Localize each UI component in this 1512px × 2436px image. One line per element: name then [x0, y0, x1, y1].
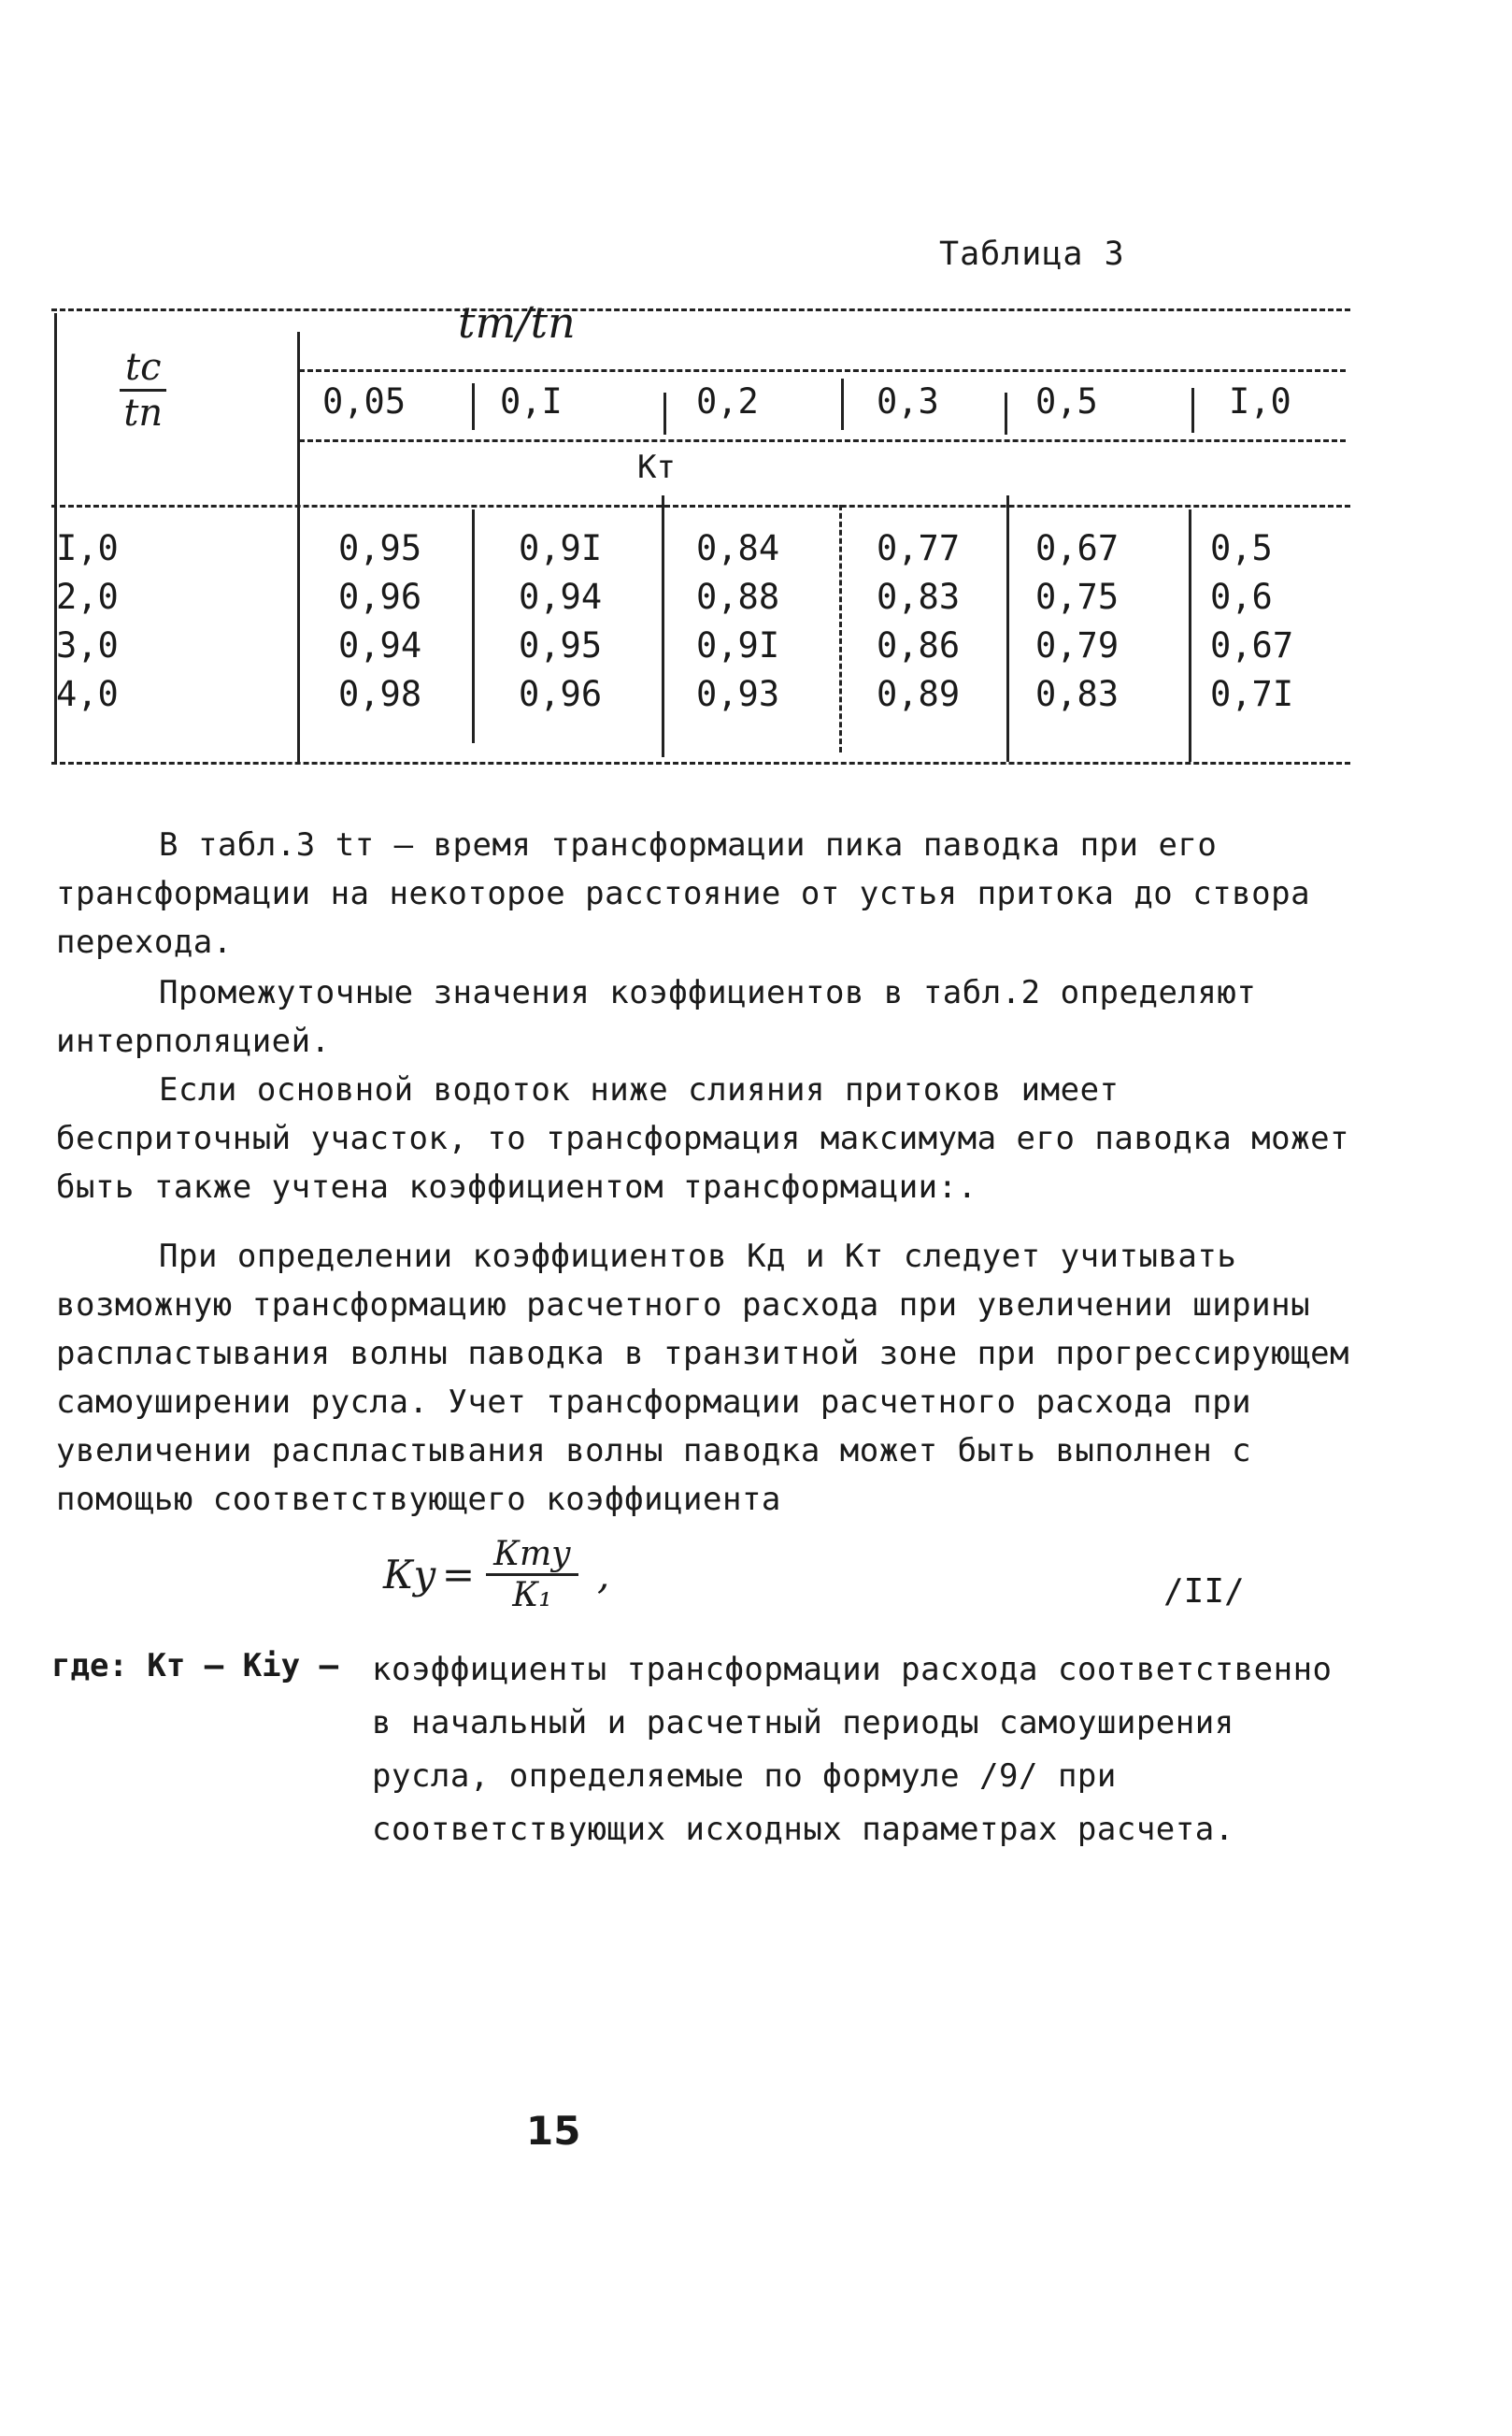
- table-cell: 0,83: [1035, 674, 1120, 714]
- paragraph-main-stream: Если основной водоток ниже слияния притоков имеет бесприточный участок, то трансформация максимума его паводка может быть также учтена коэффициентом трансформации:.: [56, 1071, 1350, 1206]
- table-cell: 0,94: [338, 625, 422, 666]
- equation-number: /II/: [1163, 1572, 1245, 1611]
- row-header-fraction: [120, 346, 166, 435]
- paragraph-coefficients: При определении коэффициентов Кд и Кт следует учитывать возможную трансформацию расчетного расхода при увеличении ширины распластывания волны паводка в транзитной зоне при прогрессирующем самоуширении русла. Учет трансформации расчетного расхода при увеличении распластывания волны паводка может быть выполнен с помощью соответствующего коэффициента: [56, 1238, 1350, 1518]
- col-divider-5: [1191, 388, 1194, 433]
- formula-comma: ,: [596, 1552, 610, 1598]
- column-header: 0,3: [877, 381, 939, 422]
- table-stub-divider: [297, 332, 300, 762]
- formula-numerator: Кту: [486, 1535, 578, 1576]
- value-label: Кт: [637, 449, 676, 486]
- table-cell: 0,75: [1035, 577, 1120, 617]
- col-divider-4: [1005, 393, 1007, 435]
- table-caption: Таблица 3: [939, 236, 1125, 273]
- where-text: коэффициенты трансформации расхода соответственно в начальный и расчетный периоды самоуширения русла, определяемые по формуле /9/ при соответствующих исходных параметрах расчета.: [372, 1651, 1333, 1848]
- column-header: 0,5: [1035, 381, 1098, 422]
- column-header: 0,I: [500, 381, 563, 422]
- table-cell: 0,96: [338, 577, 422, 617]
- row-label: I,0: [56, 528, 119, 568]
- table-cell: 0,67: [1210, 625, 1294, 666]
- table-cell: 0,98: [338, 674, 422, 714]
- row-label: 2,0: [56, 577, 119, 617]
- body-divider-5: [1189, 509, 1191, 762]
- table-cell: 0,89: [877, 674, 961, 714]
- column-header: I,0: [1229, 381, 1291, 422]
- row-label: 3,0: [56, 625, 119, 666]
- col-divider-1: [472, 383, 475, 430]
- table-top-rule: [51, 308, 1350, 311]
- row-header-numerator: tc: [120, 346, 166, 392]
- paragraph-interpolation: Промежуточные значения коэффициентов в табл.2 определяют интерполяцией.: [56, 974, 1257, 1060]
- col-divider-2: [663, 393, 666, 435]
- table-cell: 0,95: [519, 625, 603, 666]
- table-header-rule: [299, 369, 1346, 372]
- table-cell: 0,88: [696, 577, 780, 617]
- formula-fraction: [486, 1535, 578, 1614]
- table-cell: 0,96: [519, 674, 603, 714]
- table-cell: 0,94: [519, 577, 603, 617]
- table-cell: 0,6: [1210, 577, 1273, 617]
- formula-lhs: Ку: [383, 1552, 436, 1598]
- body-divider-2: [662, 495, 664, 757]
- body-divider-4: [1006, 495, 1009, 762]
- table-subheader-rule: [299, 439, 1346, 442]
- table-cell: 0,5: [1210, 528, 1273, 568]
- table-cell: 0,83: [877, 577, 961, 617]
- table-cell: 0,79: [1035, 625, 1120, 666]
- body-divider-3: [839, 505, 842, 752]
- column-header: 0,05: [322, 381, 407, 422]
- row-label: 4,0: [56, 674, 119, 714]
- table-cell: 0,95: [338, 528, 422, 568]
- formula: [383, 1535, 609, 1614]
- formula-denominator: К₁: [512, 1576, 552, 1614]
- table-bottom-rule: [51, 762, 1350, 765]
- table-cell: 0,86: [877, 625, 961, 666]
- body-divider-1: [472, 509, 475, 743]
- table-cell: 0,9I: [696, 625, 780, 666]
- row-header-denominator: tn: [123, 392, 164, 435]
- table-cell: 0,84: [696, 528, 780, 568]
- paragraph-table-note: В табл.3 tт – время трансформации пика паводка при его трансформации на некоторое расстояние от устья притока до створа перехода.: [56, 826, 1311, 961]
- table-cell: 0,93: [696, 674, 780, 714]
- table-cell: 0,7I: [1210, 674, 1294, 714]
- column-header: 0,2: [696, 381, 759, 422]
- table-cell: 0,9I: [519, 528, 603, 568]
- page-number: 15: [526, 2108, 581, 2154]
- table-cell: 0,67: [1035, 528, 1120, 568]
- where-label: где: Кт – Кiу –: [51, 1647, 339, 1684]
- column-ratio-header: tт/tп: [458, 297, 576, 348]
- table-cell: 0,77: [877, 528, 961, 568]
- table-body-rule: [51, 505, 1350, 508]
- formula-equals: =: [441, 1552, 476, 1598]
- col-divider-3: [841, 379, 844, 430]
